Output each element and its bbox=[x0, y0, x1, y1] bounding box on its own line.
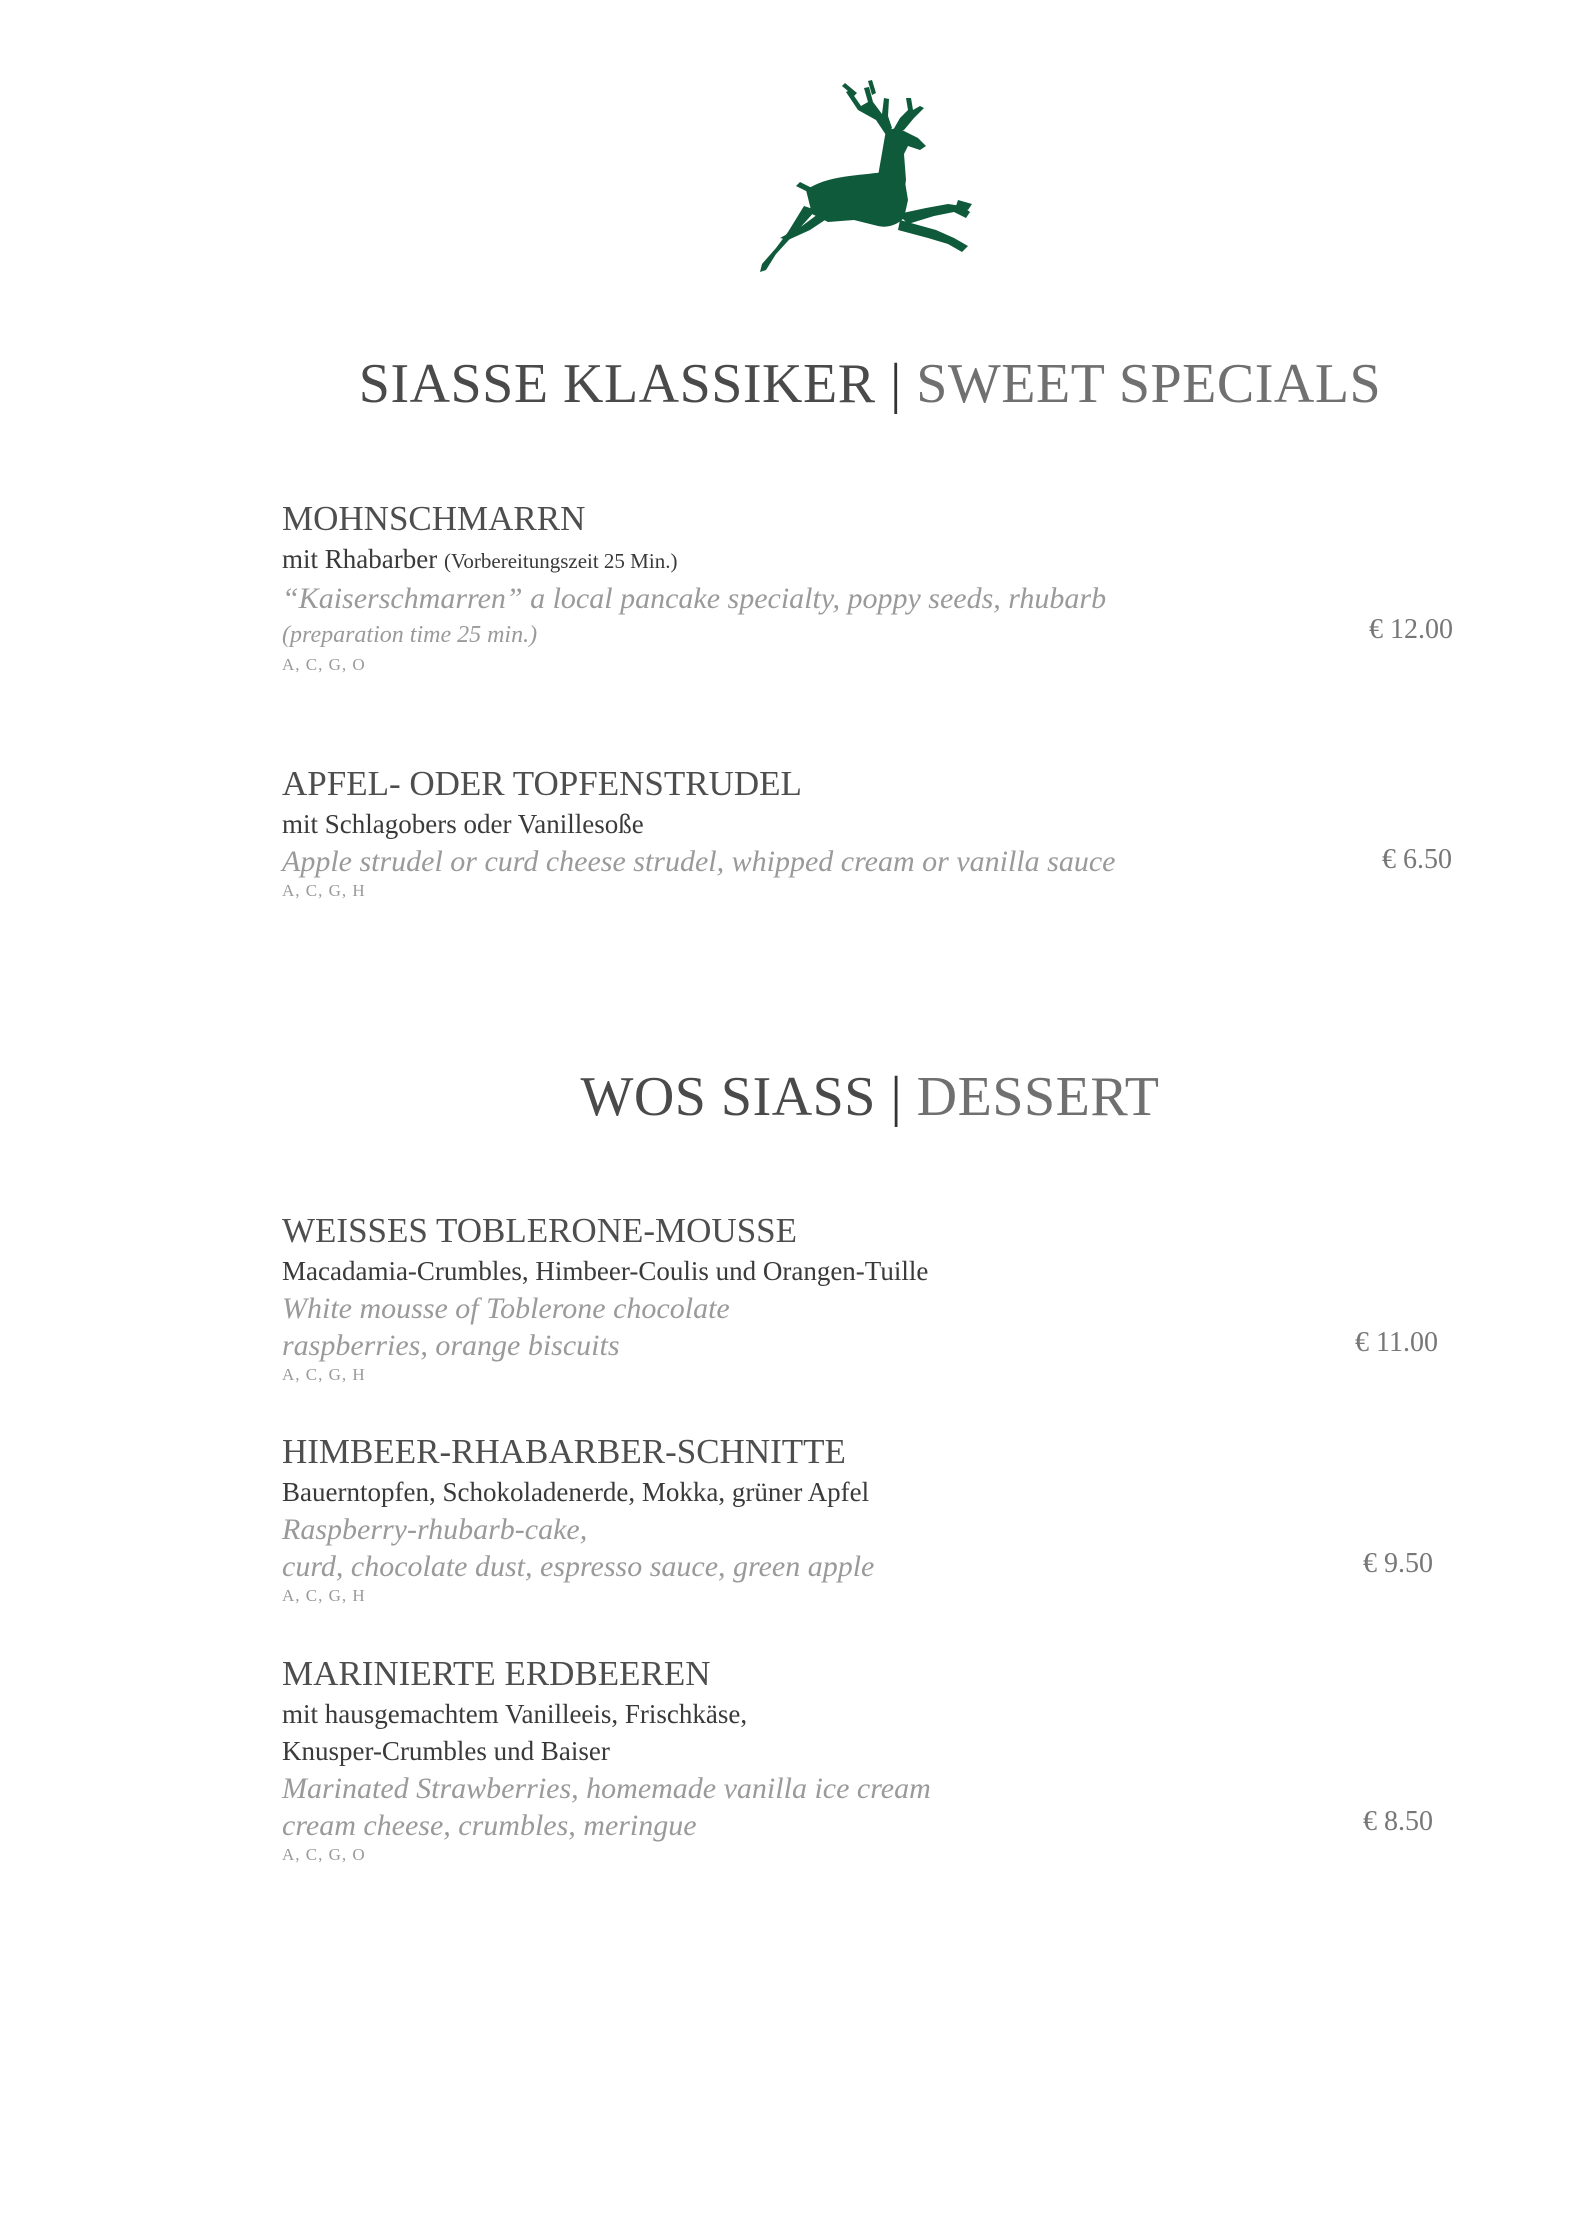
item-english-description-line2: curd, chocolate dust, espresso sauce, green apple bbox=[282, 1550, 875, 1583]
item-description bbox=[282, 541, 1482, 580]
section-title-en: SWEET SPECIALS bbox=[916, 353, 1382, 415]
item-name: HIMBEER-RHABARBER-SCHNITTE bbox=[282, 1432, 846, 1471]
item-allergens: A, C, G, H bbox=[282, 1365, 366, 1384]
item-description: mit hausgemachtem Vanilleeis, Frischkäse, bbox=[282, 1699, 748, 1729]
item-price-strudel: € 6.50 bbox=[1382, 844, 1452, 875]
item-name: MOHNSCHMARRN bbox=[282, 499, 586, 538]
item-description-line2: Knusper-Crumbles und Baiser bbox=[282, 1736, 610, 1766]
menu-item-strudel bbox=[282, 762, 1482, 902]
section-title-sweet-specials bbox=[0, 352, 1571, 416]
section-title-dessert bbox=[0, 1065, 1571, 1129]
item-english-description: “Kaiserschmarren” a local pancake specialty, poppy seeds, rhubarb bbox=[282, 582, 1107, 615]
item-name: WEISSES TOBLERONE-MOUSSE bbox=[282, 1211, 798, 1250]
item-allergens: A, C, G, H bbox=[282, 881, 366, 900]
item-price-marinierte-erdbeeren: € 8.50 bbox=[1363, 1806, 1433, 1837]
item-english-note: (preparation time 25 min.) bbox=[282, 622, 538, 648]
item-price-mohnschmarrn: € 12.00 bbox=[1369, 614, 1453, 645]
menu-item-marinierte-erdbeeren bbox=[282, 1652, 1482, 1866]
item-english-description: Raspberry-rhubarb-cake, bbox=[282, 1513, 588, 1546]
item-description: Macadamia-Crumbles, Himbeer-Coulis und Orangen-Tuille bbox=[282, 1256, 929, 1286]
item-description: mit Schlagobers oder Vanillesoße bbox=[282, 809, 644, 839]
item-english-description: Apple strudel or curd cheese strudel, whipped cream or vanilla sauce bbox=[282, 845, 1116, 878]
menu-item-mohnschmarrn bbox=[282, 497, 1482, 676]
item-english-description-line2: raspberries, orange biscuits bbox=[282, 1329, 620, 1362]
item-description-main: mit Rhabarber bbox=[282, 544, 438, 574]
item-allergens: A, C, G, H bbox=[282, 1586, 366, 1605]
section-title-en: DESSERT bbox=[916, 1066, 1160, 1128]
item-price-himbeer-rhabarber-schnitte: € 9.50 bbox=[1363, 1548, 1433, 1579]
menu-item-himbeer-rhabarber-schnitte bbox=[282, 1430, 1482, 1607]
item-allergens: A, C, G, O bbox=[282, 655, 366, 674]
item-description-note: (Vorbereitungszeit 25 Min.) bbox=[443, 549, 678, 573]
item-allergens: A, C, G, O bbox=[282, 1845, 366, 1864]
leaping-stag-icon bbox=[758, 80, 980, 275]
section-title-de: SIASSE KLASSIKER bbox=[358, 353, 876, 415]
item-name: APFEL- ODER TOPFENSTRUDEL bbox=[282, 764, 802, 803]
section-title-de: WOS SIASS bbox=[580, 1066, 876, 1128]
item-name: MARINIERTE ERDBEEREN bbox=[282, 1654, 711, 1693]
title-separator: | bbox=[890, 353, 902, 415]
item-english-description: White mousse of Toblerone chocolate bbox=[282, 1292, 730, 1325]
menu-item-toblerone-mousse bbox=[282, 1209, 1482, 1386]
title-separator: | bbox=[890, 1066, 903, 1128]
item-english-description-line2: cream cheese, crumbles, meringue bbox=[282, 1809, 697, 1842]
item-description: Bauerntopfen, Schokoladenerde, Mokka, grüner Apfel bbox=[282, 1477, 870, 1507]
item-english-description: Marinated Strawberries, homemade vanilla ice cream bbox=[282, 1772, 931, 1805]
item-price-toblerone-mousse: € 11.00 bbox=[1355, 1327, 1438, 1358]
